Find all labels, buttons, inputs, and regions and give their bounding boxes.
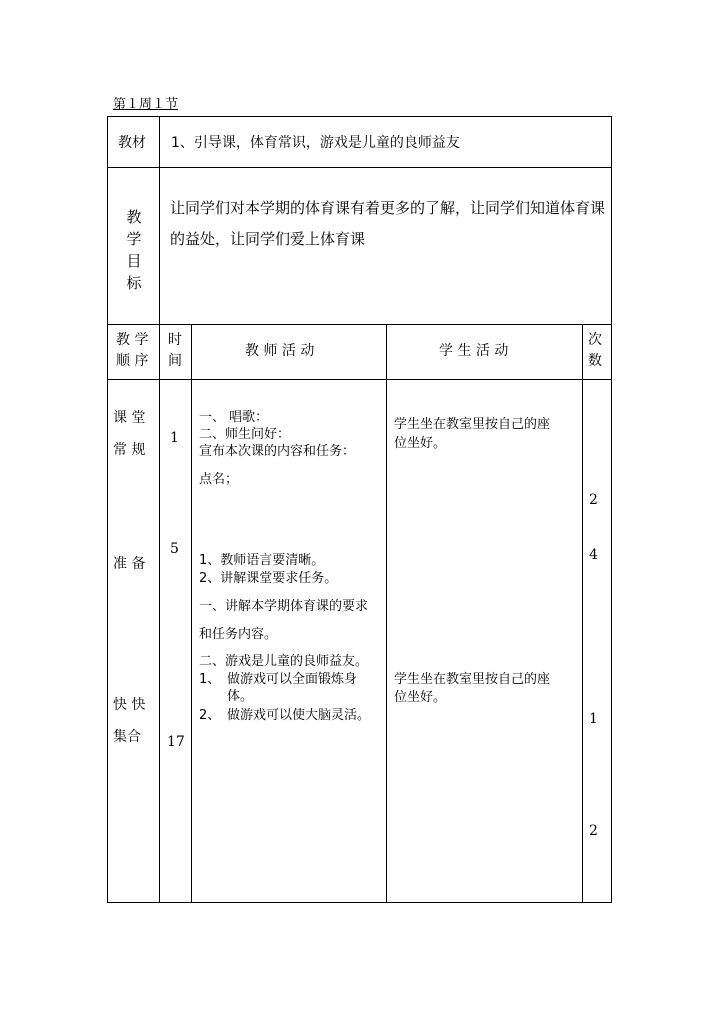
teacher-point-1: 1、教师语言要清晰。 [199,553,325,568]
sequence-assemble-line2: 集合 [113,729,141,745]
col-header-time-line2: 间 [168,353,182,369]
teacher-game2-number: 2、 [199,708,221,723]
teacher-explain-line1: 一、讲解本学期体育课的要求 [199,599,369,614]
teacher-point-2: 2、讲解课堂要求任务。 [199,571,338,586]
count-value: 4 [589,547,598,563]
student-activity-2-line2: 位坐好。 [394,690,447,705]
goal-content: 让同学们对本学期的体育课有着更多的了解，让同学们知道体育课的益处，让同学们爱上体育课 [170,199,606,248]
material-content: 1、引导课，体育常识，游戏是儿童的良师益友 [171,135,460,151]
time-value: 17 [167,734,185,750]
count-value: 2 [589,492,598,508]
teacher-game2-text: 做游戏可以使大脑灵活。 [227,708,371,723]
student-activity-2-line1: 学生坐在教室里按自己的座 [394,672,551,687]
lesson-plan-table [107,116,612,903]
time-value: 5 [170,541,179,557]
column-divider [386,324,387,902]
goal-label-char: 学 [126,230,142,248]
teacher-rollcall: 点名； [199,472,239,487]
student-activity-1-line2: 位坐好。 [394,436,447,451]
col-header-student: 学 生 活 动 [439,343,509,359]
teacher-game1-line2: 体。 [227,689,254,704]
column-divider [191,324,192,902]
sequence-routine-line1: 课 堂 [113,410,146,426]
sequence-routine-line2: 常 规 [113,442,146,458]
sequence-prepare: 准 备 [113,556,146,572]
row-divider [108,324,611,325]
count-value: 2 [589,823,598,839]
column-divider [582,324,583,902]
student-activity-1-line1: 学生坐在教室里按自己的座 [394,417,551,432]
goal-label-char: 教 [126,208,142,226]
row-divider [108,167,611,168]
row-divider [108,379,611,380]
teacher-game1-line1: 做游戏可以全面锻炼身 [227,672,358,687]
time-value: 1 [170,430,179,446]
teacher-explain-line2: 和任务内容。 [199,627,278,642]
col-header-time-line1: 时 [168,332,182,348]
teacher-sing: 一、 唱歌： [199,410,269,425]
teacher-game-title: 二、游戏是儿童的良师益友。 [199,654,369,669]
goal-label-char: 目 [126,252,142,270]
column-divider [159,117,160,902]
col-header-sequence-line1: 教 学 [116,332,149,348]
sequence-assemble-line1: 快 快 [113,697,146,713]
teacher-greet: 二、师生问好： [199,427,291,442]
material-label: 教材 [118,135,146,151]
col-header-count-line2: 数 [588,353,602,369]
teacher-game1-number: 1、 [199,672,221,687]
week-session-header: 第１周１节 [113,97,179,112]
teacher-announce: 宣布本次课的内容和任务： [199,444,356,459]
col-header-count-line1: 次 [588,332,602,348]
goal-label-char: 标 [126,274,142,292]
col-header-sequence-line2: 顺 序 [116,353,149,369]
col-header-teacher: 教 师 活 动 [245,343,315,359]
count-value: 1 [589,711,598,727]
goal-label [124,206,144,294]
